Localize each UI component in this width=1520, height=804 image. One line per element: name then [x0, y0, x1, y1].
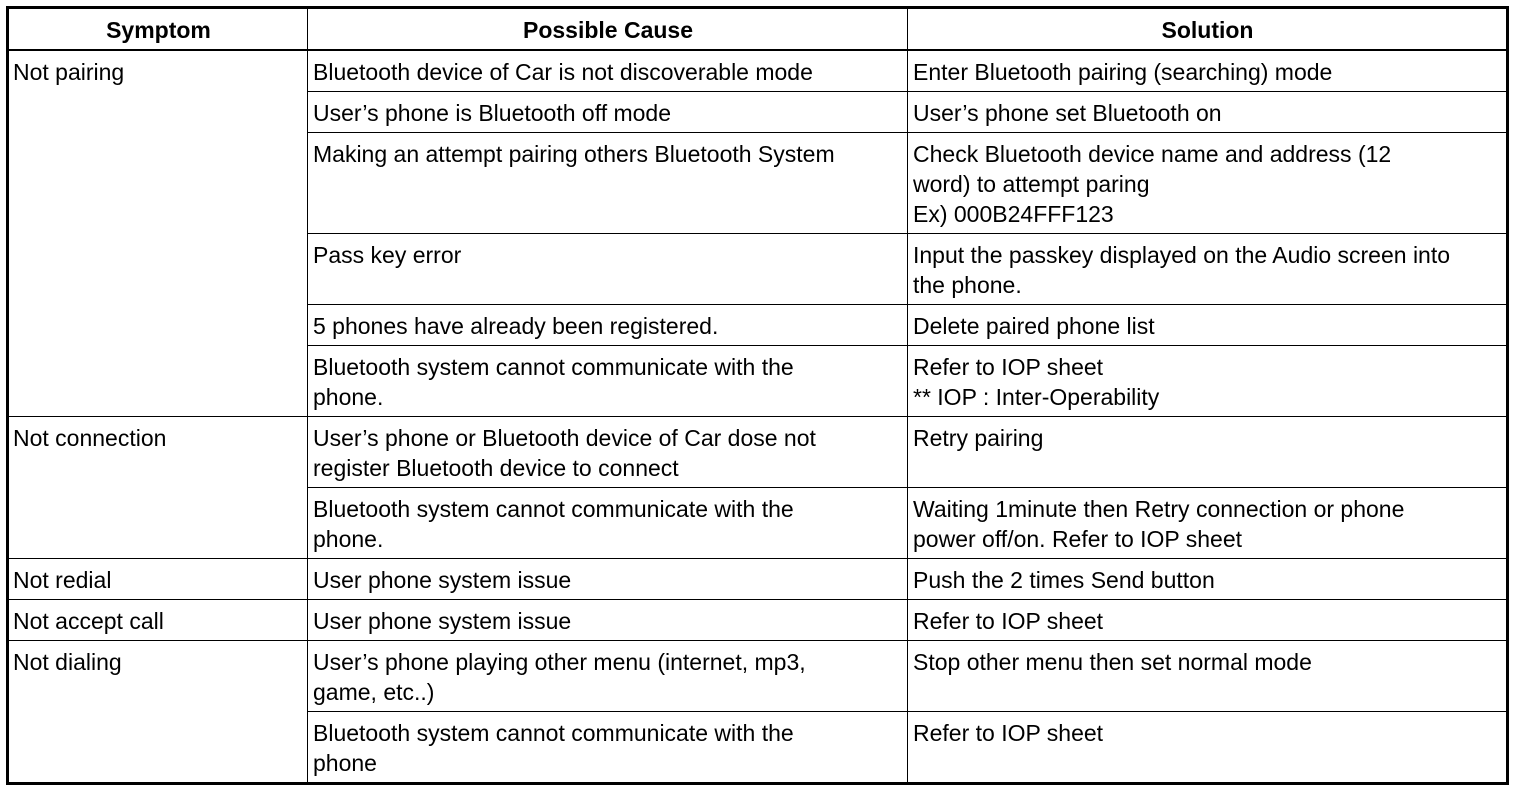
solution-cell [908, 417, 1508, 488]
cause-line: User’s phone or Bluetooth device of Car dose not [313, 425, 816, 451]
cause-line: Bluetooth system cannot communicate with the [313, 354, 794, 380]
cause-line: User’s phone playing other menu (internet, mp3, [313, 649, 806, 675]
solution-line: Retry pairing [913, 425, 1044, 451]
cause-line: Bluetooth system cannot communicate with the [313, 720, 794, 746]
solution-cell [908, 641, 1508, 712]
possible-cause-cell [308, 305, 908, 346]
table-row [8, 641, 1508, 712]
solution-cell [908, 559, 1508, 600]
possible-cause-cell [308, 92, 908, 133]
solution-cell [908, 50, 1508, 92]
cause-line: 5 phones have already been registered. [313, 313, 719, 339]
solution-cell [908, 346, 1508, 417]
symptom-cell: Not redial [8, 559, 308, 600]
solution-line: power off/on. Refer to IOP sheet [913, 526, 1243, 552]
solution-line: word) to attempt paring [913, 171, 1150, 197]
header-row [8, 8, 1508, 51]
solution-line: Enter Bluetooth pairing (searching) mode [913, 59, 1333, 85]
possible-cause-cell [308, 133, 908, 234]
table-body [8, 50, 1508, 784]
solution-line: Check Bluetooth device name and address (12 [913, 141, 1392, 167]
cause-line: phone. [313, 526, 384, 552]
table-row [8, 417, 1508, 488]
cause-line: User’s phone is Bluetooth off mode [313, 100, 672, 126]
possible-cause-cell [308, 417, 908, 488]
solution-cell [908, 133, 1508, 234]
possible-cause-cell [308, 641, 908, 712]
solution-cell [908, 92, 1508, 133]
cause-line: User phone system issue [313, 608, 572, 634]
symptom-cell: Not dialing [8, 641, 308, 784]
solution-line: Refer to IOP sheet [913, 608, 1104, 634]
cause-line: User phone system issue [313, 567, 572, 593]
table-row [8, 600, 1508, 641]
possible-cause-cell [308, 559, 908, 600]
header-solution: Solution [908, 8, 1508, 51]
solution-line: Input the passkey displayed on the Audio screen into [913, 242, 1451, 268]
solution-line: Push the 2 times Send button [913, 567, 1215, 593]
cause-line: Making an attempt pairing others Bluetooth System [313, 141, 835, 167]
solution-line: the phone. [913, 272, 1022, 298]
solution-line: Stop other menu then set normal mode [913, 649, 1312, 675]
symptom-cell: Not connection [8, 417, 308, 559]
table-row [8, 50, 1508, 92]
cause-line: register Bluetooth device to connect [313, 455, 679, 481]
symptom-cell: Not accept call [8, 600, 308, 641]
cause-line: Bluetooth system cannot communicate with the [313, 496, 794, 522]
possible-cause-cell [308, 346, 908, 417]
solution-line: Waiting 1minute then Retry connection or phone [913, 496, 1405, 522]
cause-line: phone. [313, 384, 384, 410]
cause-line: phone [313, 750, 377, 776]
solution-cell [908, 305, 1508, 346]
possible-cause-cell [308, 600, 908, 641]
possible-cause-cell [308, 488, 908, 559]
solution-cell [908, 234, 1508, 305]
solution-line: ** IOP : Inter-Operability [913, 384, 1160, 410]
header-symptom: Symptom [8, 8, 308, 51]
solution-line: Refer to IOP sheet [913, 720, 1104, 746]
symptom-cell: Not pairing [8, 50, 308, 417]
solution-cell [908, 488, 1508, 559]
cause-line: Bluetooth device of Car is not discoverable mode [313, 59, 813, 85]
troubleshooting-table [6, 6, 1509, 785]
possible-cause-cell [308, 50, 908, 92]
solution-line: User’s phone set Bluetooth on [913, 100, 1222, 126]
cause-line: game, etc..) [313, 679, 435, 705]
solution-line: Ex) 000B24FFF123 [913, 201, 1114, 227]
possible-cause-cell [308, 234, 908, 305]
cause-line: Pass key error [313, 242, 462, 268]
header-possible-cause: Possible Cause [308, 8, 908, 51]
solution-line: Delete paired phone list [913, 313, 1155, 339]
possible-cause-cell [308, 712, 908, 784]
solution-cell [908, 712, 1508, 784]
table-header [8, 8, 1508, 51]
solution-line: Refer to IOP sheet [913, 354, 1104, 380]
solution-cell [908, 600, 1508, 641]
table-row [8, 559, 1508, 600]
